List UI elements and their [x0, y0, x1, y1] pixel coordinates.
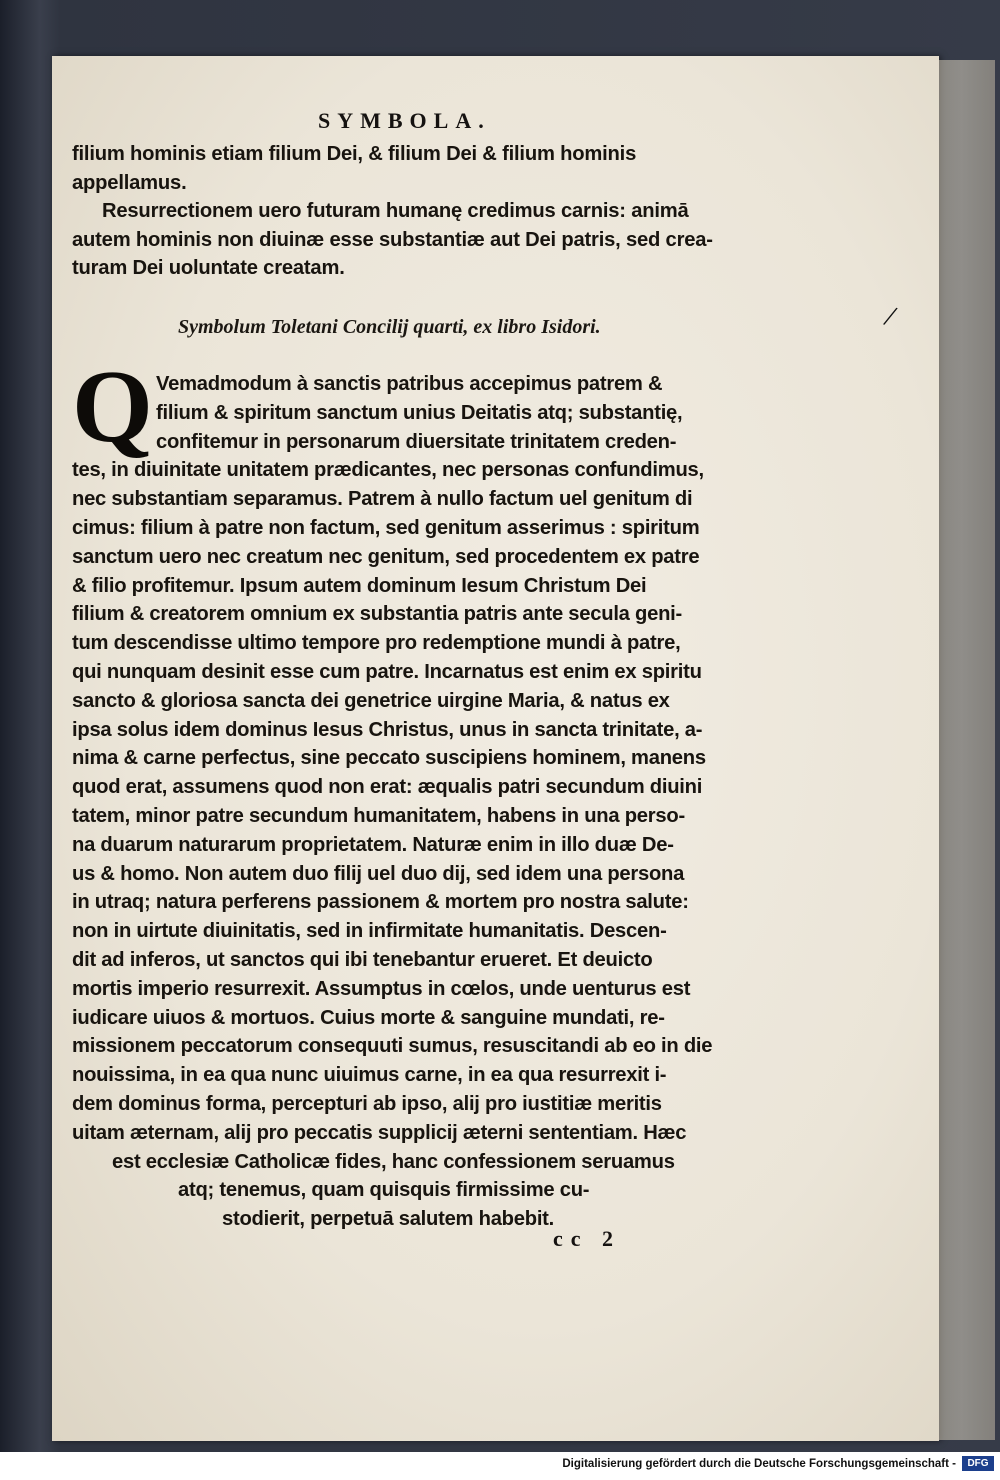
creed-line: uitam æternam, alij pro peccatis supplicij æterni sententiam. Hæc [72, 1121, 687, 1144]
closing-line: est ecclesiæ Catholicæ fides, hanc confessionem seruamus [112, 1150, 675, 1173]
creed-line: tes, in diuinitate unitatem prædicantes, nec personas confundimus, [72, 459, 704, 482]
next-page-edge [939, 60, 995, 1440]
running-head: SYMBOLA. [318, 108, 491, 133]
creed-line: tatem, minor patre secundum humanitatem, habens in una perso- [72, 804, 685, 827]
signature-mark: cc 2 [553, 1226, 622, 1251]
creed-line: & filio profitemur. Ipsum autem dominum Iesum Christum Dei [72, 574, 647, 597]
intro-line: appellamus. [72, 171, 187, 194]
creed-line: qui nunquam desinit esse cum patre. Incarnatus est enim ex spiritu [72, 660, 702, 683]
resurrection-line: autem hominis non diuinæ esse substantiæ aut Dei patris, sed crea- [72, 228, 713, 251]
creed-line: ipsa solus idem dominus Iesus Christus, unus in sancta trinitate, a- [72, 718, 703, 741]
creed-line: nouissima, in ea qua nunc uiuimus carne, in ea qua resurrexit i- [72, 1064, 667, 1087]
creed-line: confitemur in personarum diuersitate trinitatem creden- [156, 430, 677, 453]
closing-line: atq; tenemus, quam quisquis firmissime cu- [178, 1179, 590, 1202]
creed-line: nec substantiam separamus. Patrem à nullo factum uel genitum di [72, 488, 693, 511]
intro-line: filium hominis etiam filium Dei, & filium Dei & filium hominis [72, 143, 637, 165]
creed-line: na duarum naturarum proprietatem. Naturæ enim in illo duæ De- [72, 833, 674, 856]
creed-line: filium & creatorem omnium ex substantia patris ante secula geni- [72, 603, 682, 626]
drop-cap-initial: Q [72, 349, 153, 464]
dfg-logo: DFG [962, 1456, 994, 1471]
creed-line: nima & carne perfectus, sine peccato suscipiens hominem, manens [72, 747, 706, 770]
creed-line: cimus: filium à patre non factum, sed genitum asserimus : spiritum [72, 516, 700, 539]
resurrection-line: Resurrectionem uero futuram humanę credimus carnis: animā [102, 200, 689, 222]
creed-line: quod erat, assumens quod non erat: æqualis patri secundum diuini [72, 776, 703, 799]
margin-ink-mark: / [880, 299, 900, 334]
creed-line: dit ad inferos, ut sanctos qui ibi tenebantur erueret. Et deuicto [72, 948, 653, 971]
creed-line: dem dominus forma, percepturi ab ipso, alij pro iustitiæ meritis [72, 1092, 662, 1115]
creed-line: us & homo. Non autem duo filij uel duo dij, sed idem una persona [72, 862, 685, 885]
creed-line: Vemadmodum à sanctis patribus accepimus patrem & [156, 373, 663, 395]
resurrection-line: turam Dei uoluntate creatam. [72, 257, 345, 279]
creed-line: iudicare uiuos & mortuos. Cuius morte & sanguine mundati, re- [72, 1006, 665, 1029]
creed-line: in utraq; natura perferens passionem & mortem pro nostra salute: [72, 891, 689, 914]
creed-line: non in uirtute diuinitatis, sed in infirmitate humanitatis. Descen- [72, 920, 667, 943]
intro-paragraph [72, 140, 742, 283]
creed-line: filium & spiritum sanctum unius Deitatis atq; substantię, [156, 401, 683, 424]
creed-line: tum descendisse ultimo tempore pro redemptione mundi à patre, [72, 632, 681, 655]
creed-line: missionem peccatorum consequuti sumus, resuscitandi ab eo in die [72, 1035, 713, 1058]
closing-line: stodierit, perpetuā salutem habebit. [222, 1208, 555, 1231]
creed-line: sancto & gloriosa sancta dei genetrice uirgine Maria, & natus ex [72, 689, 670, 712]
creed-line: mortis imperio resurrexit. Assumptus in cœlos, unde uenturus est [72, 977, 691, 1000]
footer-credit: Digitalisierung gefördert durch die Deutsche Forschungsgemeinschaft - [562, 1458, 956, 1470]
creed-text [72, 370, 752, 1234]
creed-line: sanctum uero nec creatum nec genitum, sed procedentem ex patre [72, 545, 700, 568]
section-heading: Symbolum Toletani Concilij quarti, ex libro Isidori. [178, 316, 601, 338]
